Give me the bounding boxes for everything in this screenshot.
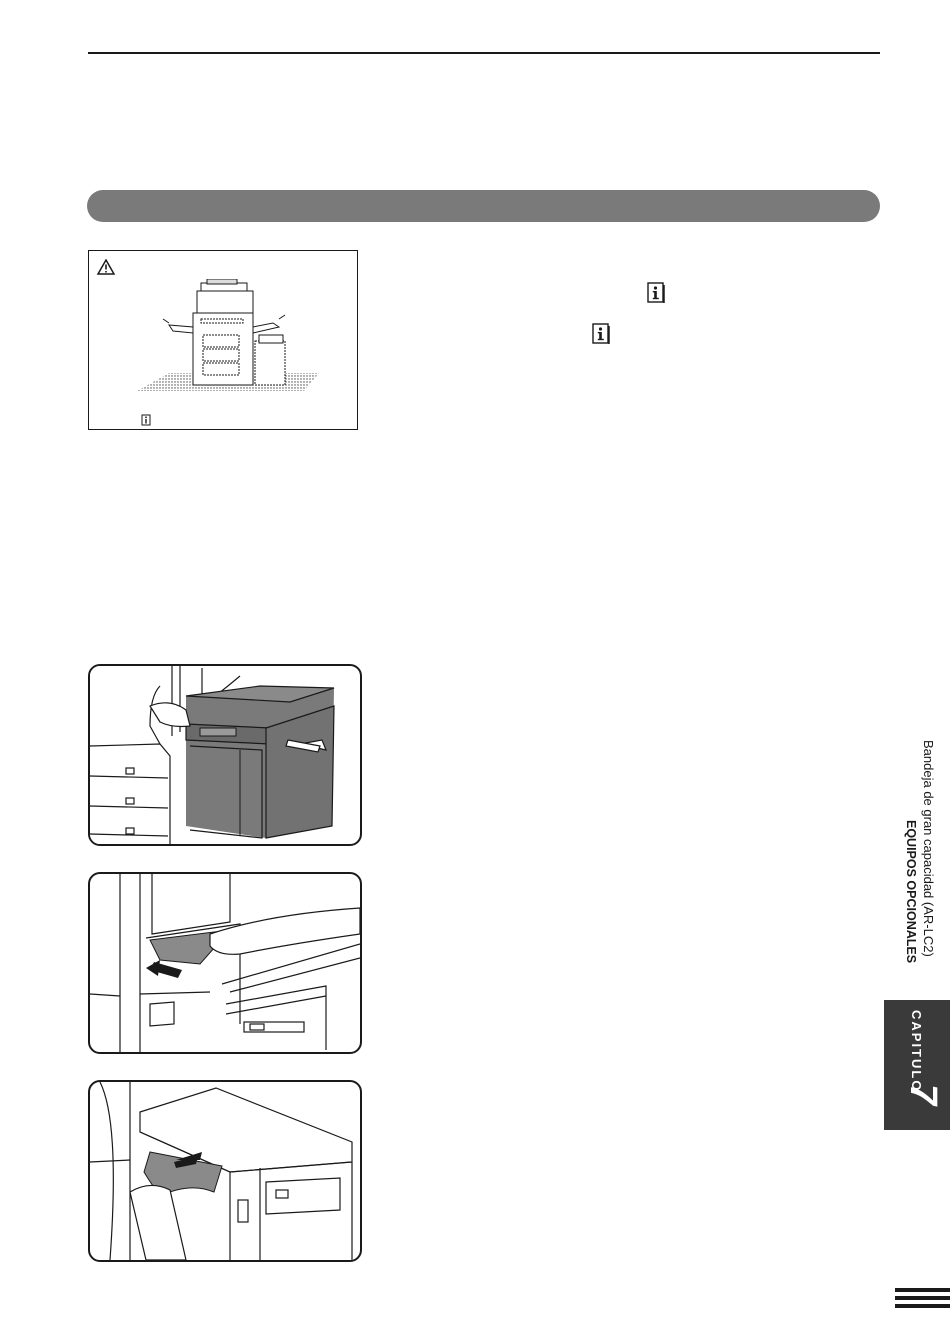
inner-paper-removal-drawing — [90, 1082, 360, 1260]
info-i-icon — [592, 323, 610, 345]
info-i-icon — [647, 282, 665, 304]
three-lines-icon — [895, 1288, 950, 1312]
section-title: Bandeja de gran capacidad (AR-LC2) — [921, 740, 936, 957]
illustration-remove-paper-front — [88, 872, 362, 1054]
group-title: EQUIPOS OPCIONALES — [904, 820, 918, 964]
top-rule — [88, 52, 880, 54]
caution-box — [88, 250, 358, 430]
paper-removal-drawing — [90, 874, 360, 1052]
chapter-label: CAPITULO — [909, 1010, 924, 1093]
warning-triangle-icon — [97, 259, 115, 275]
illustration-pull-out-tray — [88, 664, 362, 846]
tray-pull-drawing — [90, 666, 360, 844]
side-section-header — [880, 740, 940, 990]
info-i-icon — [141, 414, 151, 426]
section-header-bar — [87, 190, 880, 222]
copier-with-tray-illustration — [129, 279, 329, 394]
chapter-number: 7 — [902, 1084, 944, 1106]
chapter-tab — [884, 1000, 950, 1130]
illustration-remove-paper-inside — [88, 1080, 362, 1262]
